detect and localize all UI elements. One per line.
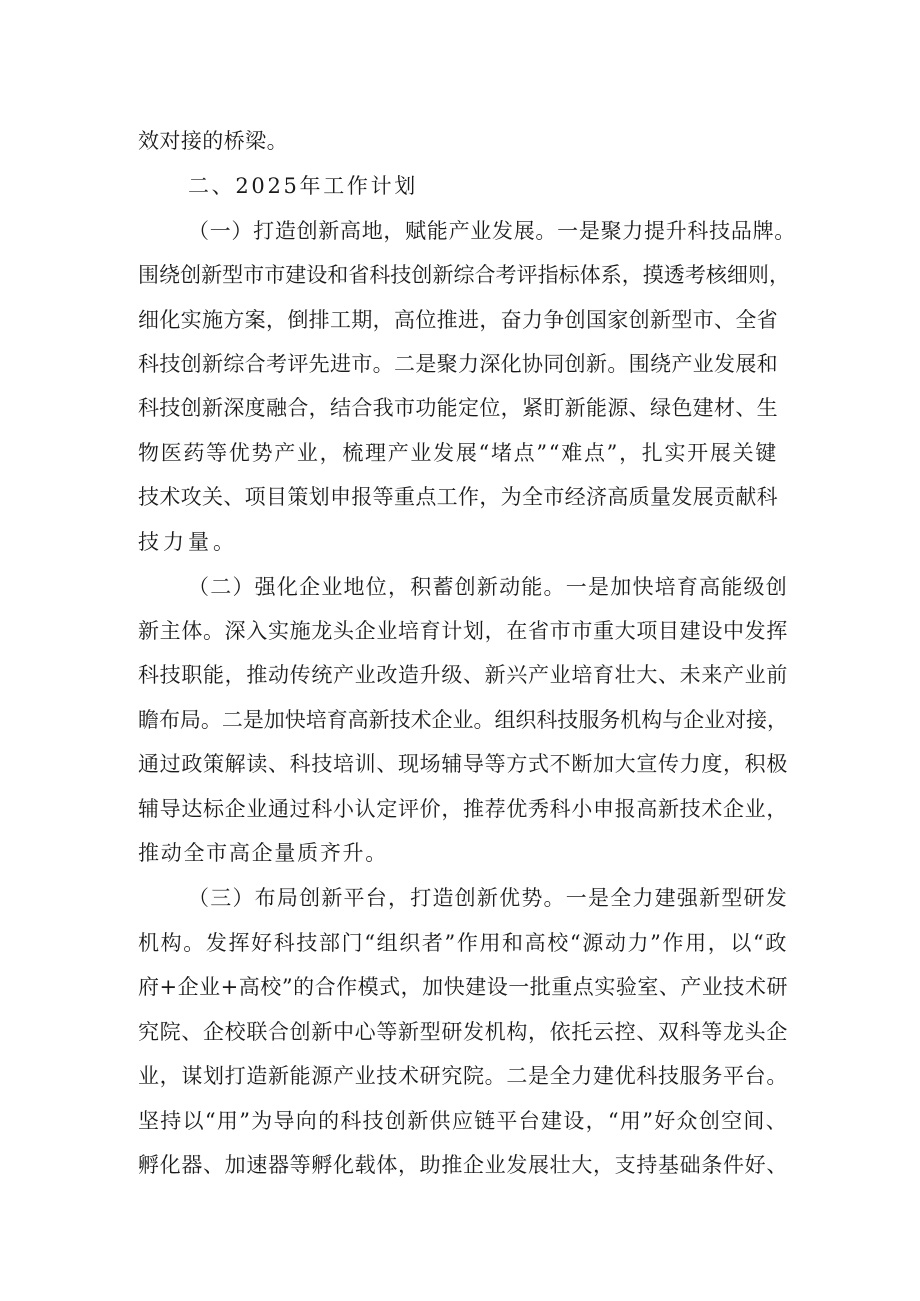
text-line: 孵化器、加速器等孵化载体，助推企业发展壮大，支持基础条件好、	[138, 1153, 788, 1177]
text-line: 细化实施方案，倒排工期，高位推进，奋力争创国家创新型市、全省	[138, 308, 778, 332]
text-line: 技术攻关、项目策划申报等重点工作，为全市经济高质量发展贡献科	[138, 485, 778, 509]
text-line: 效对接的桥梁。	[138, 129, 288, 153]
text-line: 业，谋划打造新能源产业技术研究院。二是全力建优科技服务平台。	[138, 1064, 788, 1088]
text-line: 机构。发挥好科技部门“组织者”作用和高校“源动力”作用，以“政	[138, 931, 788, 955]
text-line: 坚持以“用”为导向的科技创新供应链平台建设，“用”好众创空间、	[138, 1109, 788, 1133]
text-line: （二）强化企业地位，积蓄创新动能。一是加快培育高能级创	[188, 575, 788, 599]
text-line: （三）布局创新平台，打造创新优势。一是全力建强新型研发	[188, 886, 788, 910]
text-line: 技力量。	[138, 530, 238, 554]
text-line: 瞻布局。二是加快培育高新技术企业。组织科技服务机构与企业对接，	[138, 708, 788, 732]
text-line: 辅导达标企业通过科小认定评价，推荐优秀科小申报高新技术企业，	[138, 797, 788, 821]
text-line: 围绕创新型市市建设和省科技创新综合考评指标体系，摸透考核细则，	[138, 263, 790, 287]
text-line: 通过政策解读、科技培训、现场辅导等方式不断加大宣传力度，积极	[138, 752, 788, 776]
text-line: 科技创新综合考评先进市。二是聚力深化协同创新。围绕产业发展和	[138, 352, 778, 376]
text-line: （一）打造创新高地，赋能产业发展。一是聚力提升科技品牌。	[188, 219, 796, 243]
text-line: 推动全市高企量质齐升。	[138, 841, 388, 865]
text-line: 物医药等优势产业，梳理产业发展“堵点”“难点”，扎实开展关键	[138, 441, 778, 465]
text-line: 科技创新深度融合，结合我市功能定位，紧盯新能源、绿色建材、生	[138, 396, 778, 420]
section-heading: 二、2025年工作计划	[188, 174, 418, 198]
text-line: 府+企业+高校”的合作模式，加快建设一批重点实验室、产业技术研	[138, 975, 788, 999]
text-line: 科技职能，推动传统产业改造升级、新兴产业培育壮大、未来产业前	[138, 663, 788, 687]
text-line: 究院、企校联合创新中心等新型研发机构，依托云控、双科等龙头企	[138, 1020, 788, 1044]
text-line: 新主体。深入实施龙头企业培育计划，在省市市重大项目建设中发挥	[138, 619, 788, 643]
